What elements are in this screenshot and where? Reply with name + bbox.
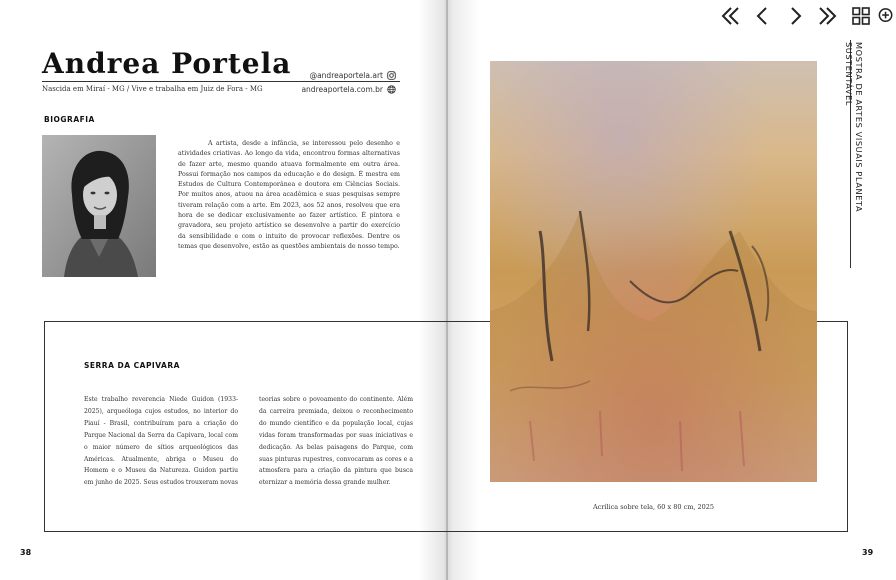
page-number-right: 39 <box>862 548 874 557</box>
last-page-button[interactable] <box>814 4 842 28</box>
globe-icon <box>387 85 396 94</box>
work-description-col2: teorias sobre o povoamento do continente. Além da carreira premiada, deixou o reconhecimento do mundo científico e da população local, cujas vidas foram transformadas por suas iniciativas e dedicação. As belas paisagens do Parque, com suas pinturas rupestres, convocaram as cores e a atmosfera para a criação da pintura que busca eternizar a memória dessa grande mulher. <box>259 396 413 487</box>
page-number-left: 38 <box>20 548 32 557</box>
next-page-icon <box>787 5 805 27</box>
next-page-button[interactable] <box>784 4 808 28</box>
instagram-handle <box>310 71 396 80</box>
work-description-col1: Este trabalho reverencia Niede Guidon (1933-2025), arqueóloga cujos estudos, no interior do Piauí - Brasil, contribuíram para a criação do Parque Nacional da Serra da Capivara, local com o maior número de sítios arqueológicos das Américas. Atualmente, abriga o Museu do Homem e o Museu da Natureza. Guidon partiu em junho de 2025. Seus estudos trouxeram novas <box>84 396 238 487</box>
artist-origin: Nascida em Miraí - MG / Vive e trabalha em Juiz de Fora - MG <box>42 85 263 93</box>
instagram-handle-text: @andreaportela.art <box>309 71 383 80</box>
artist-portrait <box>42 135 156 277</box>
website <box>301 85 396 94</box>
first-page-icon <box>719 5 741 27</box>
artwork-caption: Acrílica sobre tela, 60 x 80 cm, 2025 <box>592 503 715 511</box>
artwork-painting[interactable] <box>490 61 817 482</box>
instagram-icon <box>387 71 396 80</box>
artist-name: Andrea Portela <box>42 47 292 80</box>
exhibition-title-vertical: MOSTRA DE ARTES VISUAIS PLANETA SUSTENTÁVEL <box>844 42 864 213</box>
previous-page-icon <box>753 5 771 27</box>
last-page-icon <box>817 5 839 27</box>
first-page-button[interactable] <box>716 4 744 28</box>
title-divider <box>42 81 400 82</box>
biography-heading: BIOGRAFIA <box>44 115 95 124</box>
grid-view-icon <box>851 6 871 26</box>
biography-text: A artista, desde a infância, se interessou pelo desenho e atividades criativas. Ao longo da vida, encontrou formas alternativas de fazer arte, mesmo quando atuava formalmente em outra área. Possui formação nos campos da educação e do design. É mestra em Estudos de Cultura Contemporânea e doutora em Ciências Sociais. Por muitos anos, atuou na área acadêmica e suas pesquisas sempre tiveram relação com a arte. Em 2023, aos 52 anos, resolveu que era hora de se dedicar exclusivamente ao fazer artístico. É pintora e gravadora, seu projeto artístico se desenvolve a partir do exercício da sensibilidade e com o intuito de provocar reflexões. Dentre os temas que desenvolve, estão as questões ambientais de nosso tempo. <box>178 140 400 250</box>
zoom-in-button[interactable] <box>877 4 896 28</box>
grid-view-button[interactable] <box>849 4 873 28</box>
previous-page-button[interactable] <box>750 4 774 28</box>
zoom-in-icon <box>877 6 896 26</box>
website-text: andreaportela.com.br <box>301 85 383 94</box>
work-title: SERRA DA CAPIVARA <box>84 361 180 370</box>
